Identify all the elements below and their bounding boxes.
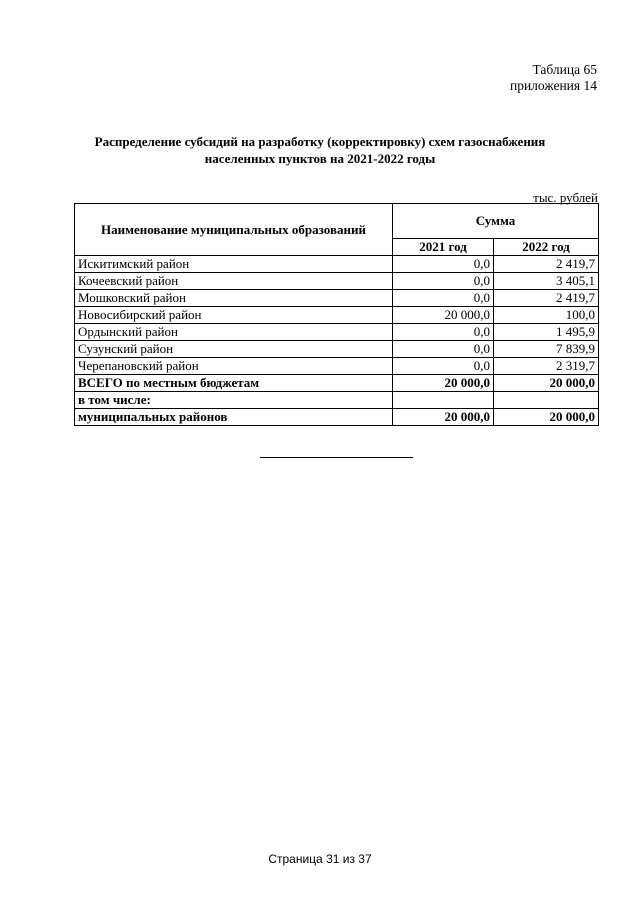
row-value-2022: 2 419,7 [494,290,599,307]
row-value-2022: 2 319,7 [494,358,599,375]
total-row [75,375,599,392]
table-row [75,256,599,273]
municipal-value-2021: 20 000,0 [393,409,494,426]
row-value-2022: 7 839,9 [494,341,599,358]
municipal-name: муниципальных районов [75,409,393,426]
including-value-2022 [494,392,599,409]
table-row [75,324,599,341]
title-line-1: Распределение субсидий на разработку (корректировку) схем газоснабжения [94,134,546,149]
row-name: Искитимский район [75,256,393,273]
column-header-2022: 2022 год [494,239,599,256]
column-header-2021: 2021 год [393,239,494,256]
including-label: в том числе: [75,392,393,409]
table-row [75,341,599,358]
title-line-2: населенных пунктов на 2021-2022 годы [204,151,436,166]
row-value-2022: 1 495,9 [494,324,599,341]
row-name: Новосибирский район [75,307,393,324]
total-name: ВСЕГО по местным бюджетам [75,375,393,392]
row-value-2022: 3 405,1 [494,273,599,290]
including-value-2021 [393,392,494,409]
row-value-2021: 0,0 [393,290,494,307]
including-row [75,392,599,409]
row-value-2021: 0,0 [393,256,494,273]
total-value-2022: 20 000,0 [494,375,599,392]
total-value-2021: 20 000,0 [393,375,494,392]
row-name: Сузунский район [75,341,393,358]
column-header-name: Наименование муниципальных образований [75,204,393,256]
table-row [75,358,599,375]
row-value-2022: 100,0 [494,307,599,324]
row-name: Мошковский район [75,290,393,307]
row-name: Кочеевский район [75,273,393,290]
municipal-row [75,409,599,426]
row-value-2022: 2 419,7 [494,256,599,273]
table-row [75,273,599,290]
row-value-2021: 20 000,0 [393,307,494,324]
row-value-2021: 0,0 [393,341,494,358]
row-value-2021: 0,0 [393,358,494,375]
row-name: Черепановский район [75,358,393,375]
appendix-number: приложения 14 [509,78,597,93]
row-value-2021: 0,0 [393,273,494,290]
table-row [75,290,599,307]
divider-line [260,457,413,458]
column-header-sum: Сумма [393,204,599,239]
municipal-value-2022: 20 000,0 [494,409,599,426]
page-number: Страница 31 из 37 [268,852,372,866]
table-reference [510,62,597,94]
units-label: тыс. рублей [533,190,598,205]
table-row [75,307,599,324]
row-name: Ордынский район [75,324,393,341]
document-title [60,133,580,167]
table-number: Таблица 65 [532,62,597,77]
subsidy-table [74,203,599,426]
row-value-2021: 0,0 [393,324,494,341]
